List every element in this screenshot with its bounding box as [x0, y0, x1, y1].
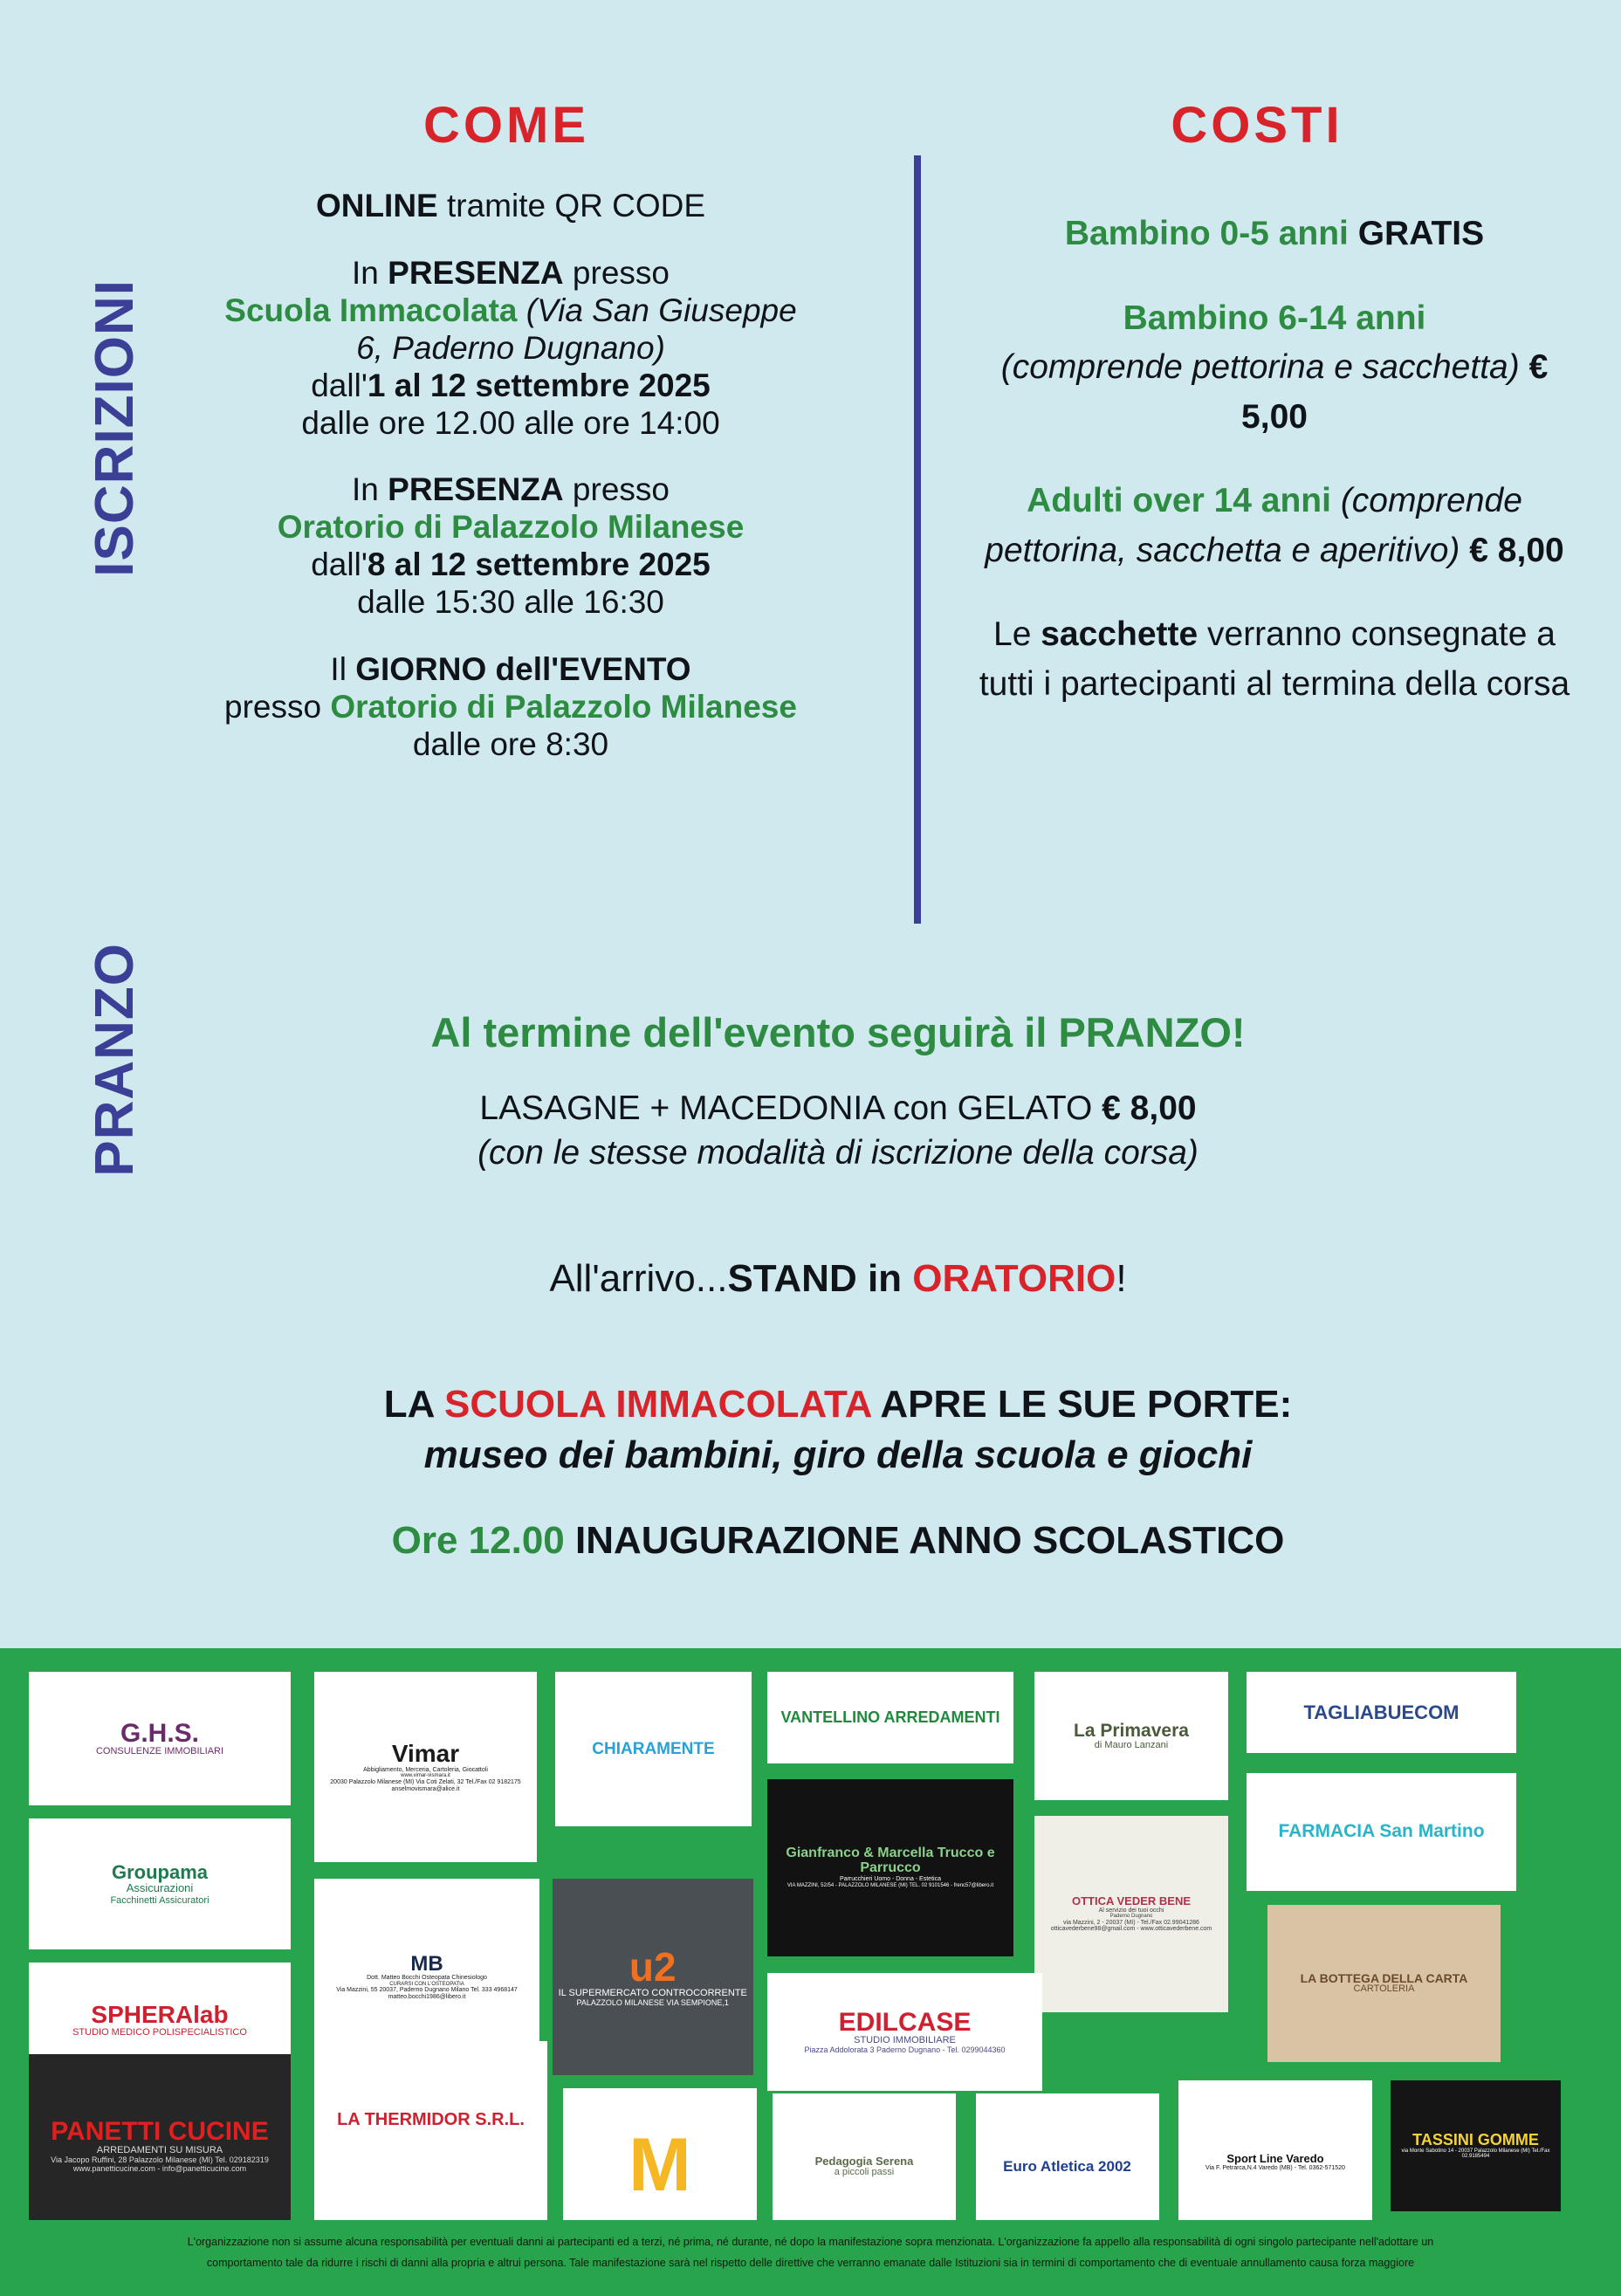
sponsor-logo-vantellino [767, 1672, 1013, 1763]
sponsor-detail: Antincendio • Implantistica • Attrezzatura • Irrigazione • Riscaldamento • Condizionamento • Ausili per disabili • Energie alternative • Fotovoltaico • Pannelli solari • Arredo Bagno e docce • Sanitari e Vasche [318, 2136, 544, 2154]
sponsor-name: MB [410, 1952, 443, 1976]
costi-item-0 [969, 210, 1580, 259]
sponsor-tagline: IL SUPERMERCATO CONTROCORRENTE [558, 1987, 747, 1998]
come-presenza-1-block [209, 255, 812, 443]
giorno-line1 [209, 651, 812, 689]
costi-item-2 [969, 477, 1580, 575]
presenza2-line1 [209, 471, 812, 509]
sponsor-logo-chiaramente [555, 1672, 752, 1826]
sponsor-name: Euro Atletica 2002 [1003, 2158, 1131, 2176]
come-column [209, 188, 812, 764]
sponsor-tagline: a piccoli passi [834, 2166, 895, 2177]
sponsor-name: PANETTI CUCINE [51, 2117, 269, 2147]
come-online-block [209, 188, 812, 225]
presenza1-venue-line [209, 292, 812, 368]
presenza1-pre: In [352, 254, 388, 291]
sponsor-name: EDILCASE [838, 2007, 972, 2037]
presenza1-venue: Scuola Immacolata [224, 292, 518, 328]
promo-stand-pre: All'arrivo... [549, 1257, 728, 1300]
sponsor-logo-vimar [314, 1672, 537, 1862]
sponsor-name: Vimar [391, 1740, 460, 1768]
section-label-pranzo: PRANZO [85, 943, 145, 1177]
sponsor-name: LA BOTTEGA DELLA CARTA [1300, 1970, 1468, 1985]
sponsor-tagline: Al servizio dei tuoi occhi [1098, 1907, 1164, 1914]
sponsor-logo-grid [0, 1648, 1621, 2220]
sponsor-address: PADERNO DUGNANO - Via Arnesano, 3 - Loc. Palazzolo Tel. 02.9184155 - Fax 02.91084025 - www.thermidor.it E-mail: info@thermidor.it [322, 2154, 539, 2168]
sponsor-logo-trucco [767, 1779, 1013, 1956]
presenza1-line1 [209, 255, 812, 292]
promo-time-hour: Ore 12.00 [391, 1519, 565, 1562]
school-activities: museo dei bambini, giro della scuola e giochi [423, 1433, 1253, 1477]
costi-note-2: (comprende pettorina, sacchetta e aperitivo) [985, 482, 1522, 569]
costi-sacchette-note [969, 610, 1580, 709]
presenza2-pre: In [352, 471, 388, 508]
section-label-iscrizioni: ISCRIZIONI [85, 279, 145, 577]
costi-price-1: € 5,00 [1241, 348, 1549, 436]
sponsor-logo-ghs [29, 1672, 291, 1805]
sponsor-name: LA THERMIDOR S.R.L. [337, 2110, 525, 2130]
sponsor-logo-tassini [1391, 2080, 1561, 2211]
sponsor-address: 20030 Palazzolo Milanese (MI) Via Coti Zelati, 32 Tel./Fax 02 9182175 anselmovismara@alice.it [330, 1778, 521, 1792]
pranzo-note: (con le stesse modalità di iscrizione della corsa) [477, 1133, 1199, 1172]
school-pre: LA [383, 1383, 444, 1426]
sponsor-tagline: Abbigliamento, Merceria, Cartoleria, Giocattoli [363, 1766, 488, 1773]
presenza1-bold: PRESENZA [388, 254, 564, 291]
sponsor-tagline: CONSULENZE IMMOBILIARI [95, 1746, 224, 1757]
sponsor-name: La Primavera [1074, 1720, 1189, 1741]
giorno-presso: presso [224, 688, 331, 725]
sponsor-tagline: ARREDAMENTI SU MISURA [96, 2144, 223, 2155]
pranzo-menu: LASAGNE + MACEDONIA con GELATO [479, 1090, 1102, 1127]
school-post: APRE LE SUE PORTE: [870, 1383, 1293, 1426]
footer-disclaimer [0, 2220, 1621, 2296]
sponsor-logo-euroatletica [976, 2093, 1159, 2240]
sponsor-tagline: STUDIO IMMOBILIARE [854, 2035, 956, 2046]
sponsor-logo-groupama [29, 1818, 291, 1949]
sponsor-name: Pedagogia Serena [814, 2155, 914, 2169]
sacchette-pre: Le [993, 615, 1041, 654]
sponsor-logo-edilcase [767, 1973, 1042, 2091]
costi-gratis-0: GRATIS [1357, 215, 1485, 252]
sacchette-post: verranno consegnate a tutti i partecipanti al termina della corsa [979, 615, 1570, 703]
come-presenza-2-block [209, 471, 812, 622]
pranzo-price: € 8,00 [1102, 1090, 1197, 1127]
school-name: SCUOLA IMMACOLATA [444, 1383, 871, 1426]
sponsor-tagline: CARTOLERIA [1353, 1983, 1415, 1995]
promo-stand [262, 1257, 1414, 1301]
column-divider [914, 155, 921, 924]
costi-label-0: Bambino 0-5 anni [1064, 215, 1349, 252]
come-giorno-evento-block [209, 651, 812, 764]
sponsor-detail: VIA MAZZINI, 52/54 - PALAZZOLO MILANESE (MI) TEL. 02 9101546 - frenc57@libero.it [786, 1882, 994, 1888]
sponsor-address: via Mazzini, 2 - 20037 (MI) - Tel./Fax 02.99041286 otticavederbene98@gmail.com - www.otticavederbene.com [1050, 1919, 1212, 1933]
presenza1-post: presso [563, 254, 670, 291]
sponsor-name: FARMACIA San Martino [1278, 1820, 1485, 1841]
presenza2-bold: PRESENZA [388, 471, 564, 508]
costi-column [969, 210, 1580, 744]
promo-time [262, 1519, 1414, 1563]
sponsor-name: CHIARAMENTE [592, 1739, 715, 1758]
sponsor-tagline: di Mauro Lanzani [1094, 1739, 1169, 1750]
presenza2-post: presso [563, 471, 670, 508]
sponsor-name: TASSINI GOMME [1412, 2131, 1539, 2149]
costi-item-1 [969, 294, 1580, 443]
promo-stand-bold: STAND in [727, 1257, 913, 1300]
presenza1-address: (Via San Giuseppe 6, Paderno Dugnano) [356, 292, 797, 366]
sponsor-tagline: Dott. Matteo Bocchi Osteopata Chinesiologo [367, 1975, 487, 1982]
heading-costi: COSTI [1171, 97, 1343, 154]
sponsor-logo-pedagogia [773, 2093, 956, 2240]
sponsor-name: M [628, 2123, 691, 2208]
promo-time-text: INAUGURAZIONE ANNO SCOLASTICO [564, 1519, 1285, 1562]
sponsor-address: Via Mazzini, 55 20037, Paderno Dugnano Milano Tel. 333 4968147 matteo.bocchi1986@libero.it [336, 1987, 518, 2001]
sponsor-tagline: via Monte Sabotino 14 - 20037 Palazzolo Milanese (MI) Tel./Fax 02.9185494 [1401, 2148, 1550, 2160]
sponsor-logo-bottega [1267, 1905, 1501, 2062]
sponsor-logo-panetti [29, 2054, 291, 2238]
sponsor-name: Gianfranco & Marcella Trucco e Parrucco [786, 1846, 995, 1876]
sponsor-tagline: Parrucchieri Uomo - Donna - Estetica [840, 1875, 941, 1882]
costi-label-2: Adulti over 14 anni [1027, 482, 1331, 520]
come-online-bold: ONLINE [315, 188, 438, 223]
presenza1-dates-pre: dall' [311, 367, 367, 403]
heading-come: COME [423, 97, 589, 154]
promo-school [227, 1379, 1449, 1481]
promo-stand-oratorio: ORATORIO [912, 1257, 1116, 1300]
sponsor-detail: Facchinetti Assicuratori [110, 1894, 209, 1906]
giorno-bold: GIORNO dell'EVENTO [355, 651, 691, 688]
sponsor-logo-ottica [1034, 1816, 1228, 2012]
come-online-line [209, 188, 812, 225]
sponsor-logo-thermidor [314, 2041, 547, 2238]
footer-line-1: L'organizzazione non si assume alcuna responsabilità per eventuali danni ai partecipanti ed a terzi, né prima, né durante, né dopo la manifestazione sopra menzionata. L'organizzazione fa appello alla responsabilità di ogni singolo partecipante nell'adottare un [187, 2236, 1434, 2248]
sponsor-name: TAGLIABUECOM [1303, 1701, 1460, 1723]
footer-line-2: comportamento tale da ridurre i rischi di danni alla propria e altrui persona. Tale manifestazione sarà nel rispetto delle direttive che verranno emanate dalle Istituzioni sia in termini di comportamento che di eventuale annullamento causa forza maggiore [206, 2256, 1415, 2269]
presenza2-dates-line [209, 547, 812, 584]
costi-note-1: (comprende pettorina e sacchetta) [1000, 348, 1520, 387]
sponsor-logo-u2 [553, 1879, 753, 2075]
sponsor-logo-primavera [1034, 1672, 1228, 1800]
sponsor-detail: Via Jacopo Ruffini, 28 Palazzolo Milanese (MI) Tel. 029182319 www.panetticucine.com - info@panetticucine.com [51, 2155, 269, 2173]
costi-label-1: Bambino 6-14 anni [1123, 299, 1426, 337]
pranzo-lead: Al termine dell'evento seguirà il PRANZO! [430, 1009, 1246, 1055]
sponsor-tagline: Via F. Petrarca,N.4 Varedo (MB) - Tel. 0362-571520 [1205, 2164, 1345, 2171]
sponsor-name: VANTELLINO ARREDAMENTI [780, 1708, 1000, 1727]
sponsor-name: Sport Line Varedo [1226, 2152, 1324, 2166]
pranzo-detail [262, 1087, 1414, 1175]
sponsor-detail: www.vimar-vismara.it [401, 1773, 450, 1779]
sponsor-logo-tagliabuecom [1247, 1672, 1516, 1753]
sponsor-name: SPHERAlab [91, 2001, 229, 2029]
sponsor-detail: CURARSI CON L'OSTEOPATIA [389, 1981, 464, 1987]
giorno-line2 [209, 689, 812, 764]
sponsor-name: u2 [628, 1944, 677, 1990]
sponsor-tagline: IDROTERMOSANITARI - ACCESSORI BAGNO [356, 2128, 505, 2137]
come-online-rest: tramite QR CODE [437, 188, 706, 223]
sponsor-name: Groupama [111, 1861, 209, 1884]
sponsor-tagline: STUDIO MEDICO POLISPECIALISTICO [72, 2026, 247, 2038]
giorno-hours: dalle ore 8:30 [412, 725, 609, 762]
giorno-pre: Il [330, 651, 356, 688]
presenza2-hours: dalle 15:30 alle 16:30 [357, 584, 664, 621]
presenza2-venue: Oratorio di Palazzolo Milanese [277, 509, 745, 546]
presenza2-dates: 8 al 12 settembre 2025 [367, 547, 711, 583]
presenza1-hours: dalle ore 12.00 alle ore 14:00 [301, 404, 720, 441]
sponsor-name: OTTICA VEDER BENE [1071, 1894, 1192, 1908]
presenza1-dates: 1 al 12 settembre 2025 [367, 367, 711, 403]
promo-stand-end: ! [1116, 1257, 1127, 1300]
presenza1-dates-line [209, 368, 812, 405]
costi-price-2: € 8,00 [1469, 531, 1564, 569]
sponsor-logo-farmacia [1247, 1773, 1516, 1891]
sacchette-bold: sacchette [1041, 615, 1199, 654]
sponsor-tagline: Assicurazioni [126, 1881, 194, 1895]
presenza2-dates-pre: dall' [311, 547, 367, 583]
sponsor-name: G.H.S. [120, 1718, 199, 1748]
sponsor-detail: PALAZZOLO MILANESE VIA SEMPIONE,1 [576, 1997, 729, 2007]
sponsor-band [0, 1648, 1621, 2220]
giorno-venue: Oratorio di Palazzolo Milanese [330, 688, 797, 725]
sponsor-detail: Paderno Dugnano [1109, 1914, 1153, 1920]
sponsor-detail: Piazza Addolorata 3 Paderno Dugnano - Tel. 0299044360 [804, 2045, 1006, 2055]
